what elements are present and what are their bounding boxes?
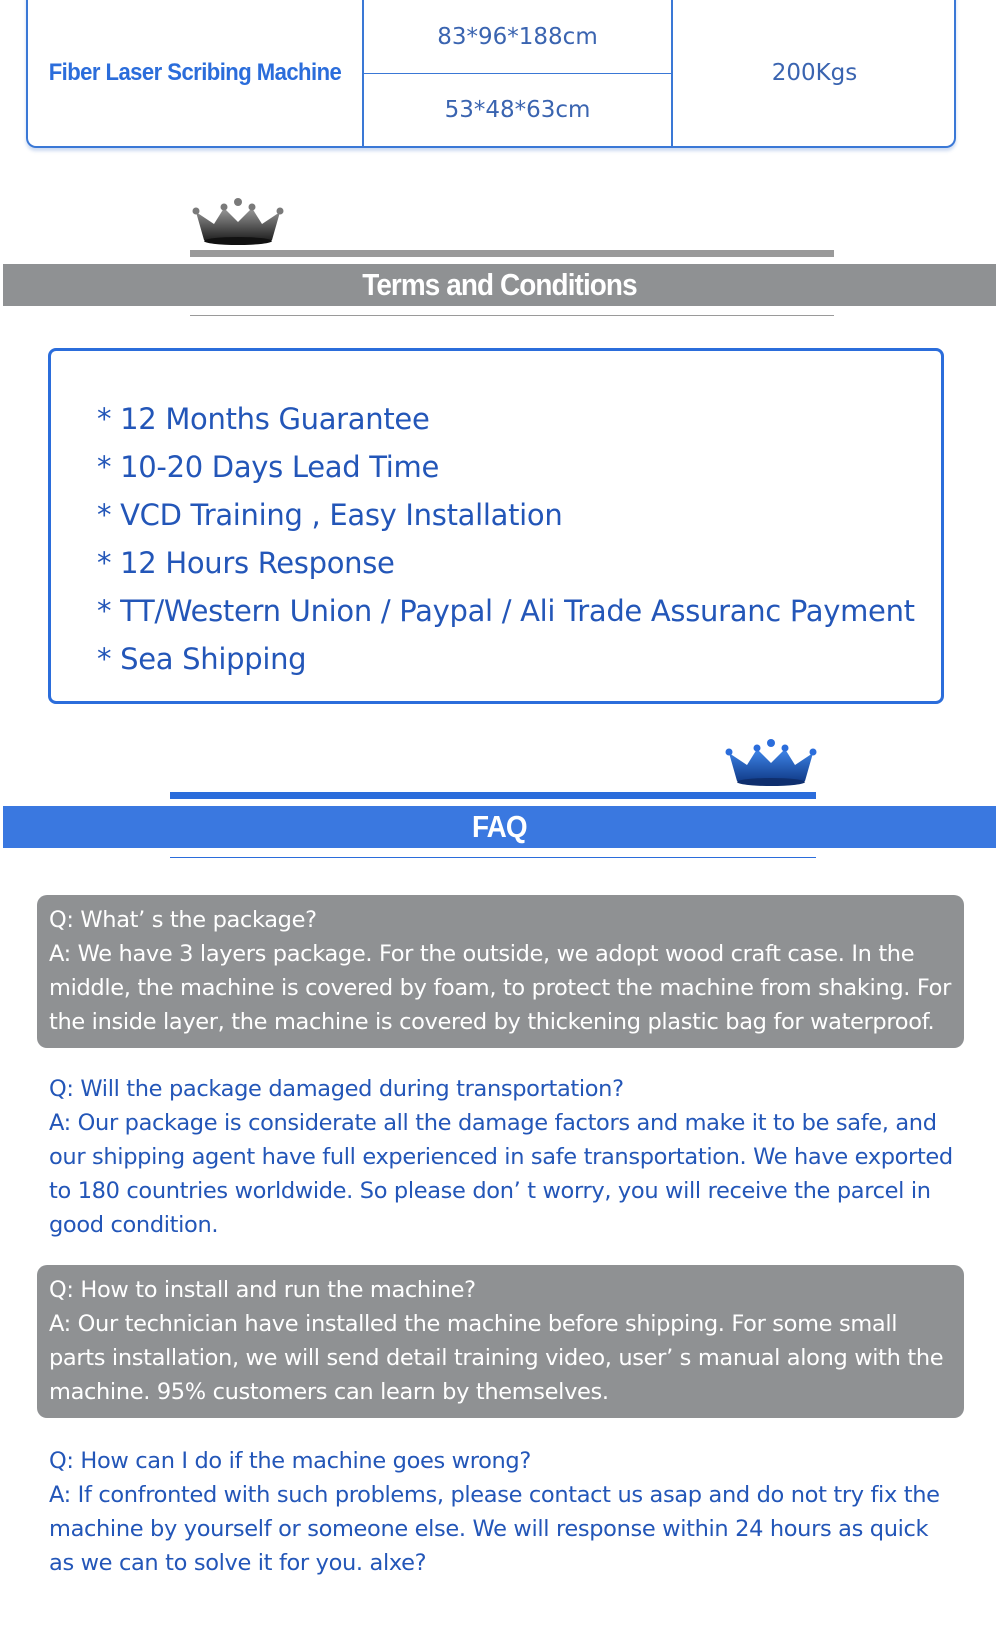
list-item: * 12 Months Guarantee: [97, 402, 430, 436]
list-item: * TT/Western Union / Paypal / Ali Trade Assuranc Payment: [97, 594, 915, 628]
weight-cell: [673, 0, 956, 146]
header-rule: [170, 857, 816, 858]
dimension-top: 83*96*188cm: [437, 23, 598, 50]
header-rule: [170, 792, 816, 799]
terms-title: Terms and Conditions: [362, 267, 637, 302]
terms-box: [48, 348, 944, 704]
faq-answer: A: If confronted with such problems, please contact us asap and do not try fix the machine by yourself or someone else. We will response within 24 hours as quick as we can to solve it for you. alxe?: [49, 1482, 940, 1576]
weight-value: 200Kgs: [771, 60, 858, 86]
faq-item: [37, 1265, 964, 1418]
list-item: * Sea Shipping: [97, 642, 307, 676]
list-item: * 10-20 Days Lead Time: [97, 450, 440, 484]
header-rule: [190, 315, 834, 316]
crown-icon: [190, 196, 286, 246]
faq-question: Q: How can I do if the machine goes wrong?: [49, 1448, 531, 1474]
header-rule: [190, 250, 834, 257]
terms-banner: [3, 264, 996, 306]
terms-list: [97, 395, 915, 683]
faq-answer: A: Our technician have installed the machine before shipping. For some small parts installation, we will send detail training video, user’ s manual along with the machine. 95% customers can learn by themselves.: [49, 1311, 944, 1405]
spec-table: [26, 0, 956, 148]
faq-answer: A: We have 3 layers package. For the outside, we adopt wood craft case. In the middle, the machine is covered by foam, to protect the machine from shaking. For the inside layer, the machine is covered by thickening plastic bag for waterproof.: [49, 941, 951, 1035]
list-item: * 12 Hours Response: [97, 546, 395, 580]
crown-icon: [723, 737, 819, 787]
product-name-cell: [28, 0, 362, 146]
dimension-cell: [364, 0, 671, 73]
faq-title: FAQ: [472, 809, 527, 844]
faq-item: [37, 895, 964, 1048]
dimension-cell: [364, 74, 671, 146]
list-item: * VCD Training , Easy Installation: [97, 498, 563, 532]
dimension-bottom: 53*48*63cm: [444, 97, 591, 123]
faq-item: [37, 1064, 964, 1244]
faq-answer: A: Our package is considerate all the damage factors and make it to be safe, and our shipping agent have full experienced in safe transportation. We have exported to 180 countries worldwide. So please don’ t worry, you will receive the parcel in good condition.: [49, 1110, 953, 1238]
product-name: Fiber Laser Scribing Machine: [48, 59, 342, 86]
faq-question: Q: Will the package damaged during transportation?: [49, 1076, 624, 1102]
faq-item: [37, 1436, 964, 1611]
faq-banner: [3, 806, 996, 848]
faq-question: Q: How to install and run the machine?: [49, 1277, 476, 1303]
faq-question: Q: What’ s the package?: [49, 907, 317, 933]
